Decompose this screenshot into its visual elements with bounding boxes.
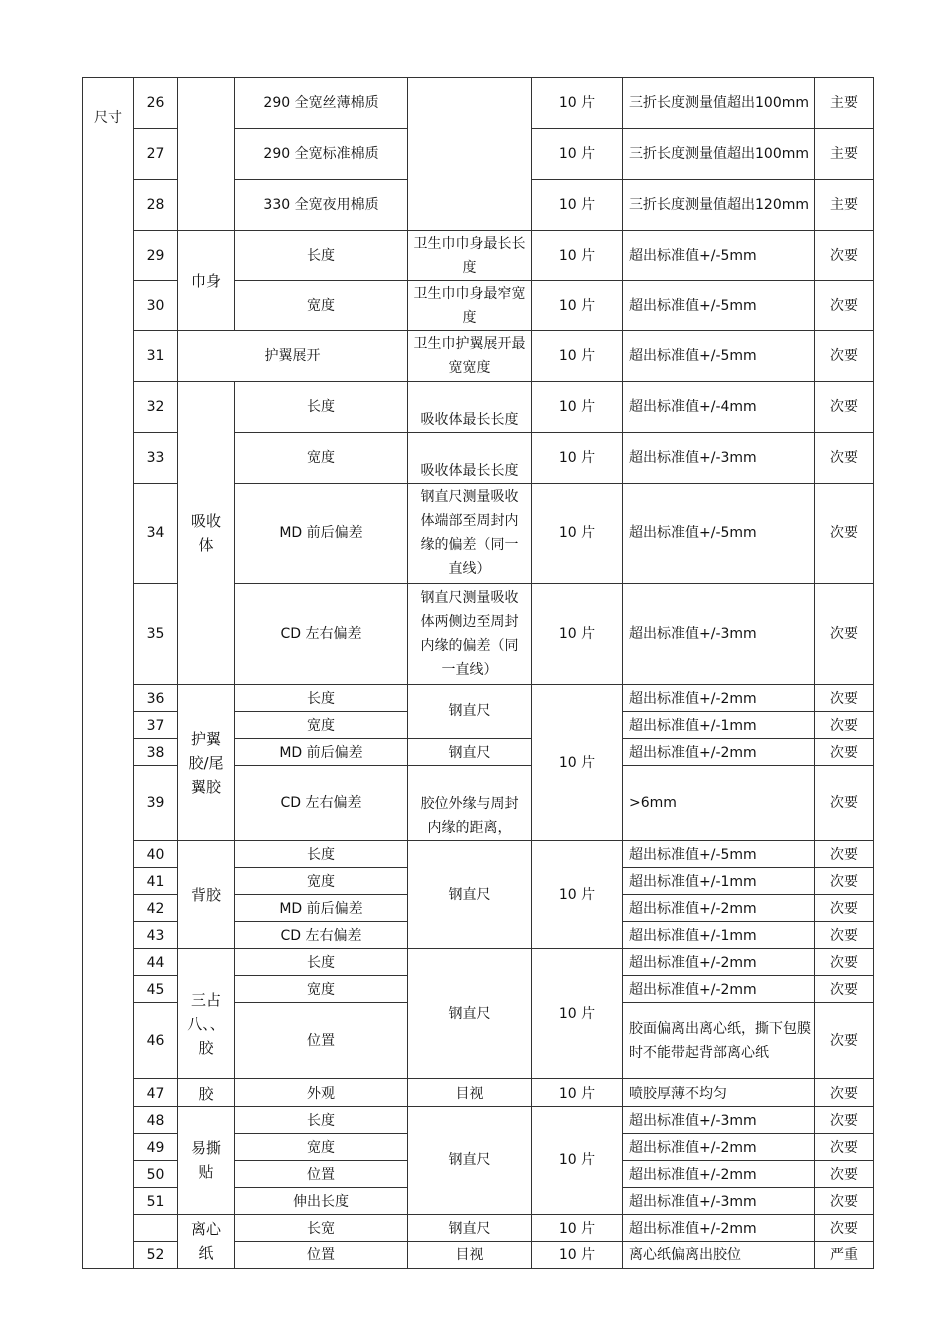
- item-cell: 宽度: [235, 976, 408, 1003]
- item-cell: 长宽: [235, 1214, 408, 1241]
- method-cell: 钢直尺: [408, 1214, 532, 1241]
- row-number: 32: [134, 382, 178, 432]
- row-number: 39: [134, 766, 178, 841]
- table-row: [83, 684, 874, 711]
- standard-cell: 胶面偏离出离心纸，撕下包膜时不能带起背部离心纸: [623, 1003, 815, 1079]
- method-cell-empty: [408, 78, 532, 231]
- row-number: 30: [134, 281, 178, 331]
- item-cell: 位置: [235, 1160, 408, 1187]
- table-row: [83, 1106, 874, 1133]
- level-cell: 次要: [815, 432, 874, 483]
- standard-cell: 超出标准值+/-2mm: [623, 1160, 815, 1187]
- row-number: 48: [134, 1106, 178, 1133]
- level-cell: 主要: [815, 180, 874, 231]
- level-cell: 次要: [815, 766, 874, 841]
- standard-cell: 离心纸偏离出胶位: [623, 1241, 815, 1268]
- qty-cell: 10 片: [532, 841, 623, 949]
- item-cell: CD 左右偏差: [235, 922, 408, 949]
- standard-cell: 超出标准值+/-3mm: [623, 583, 815, 684]
- method-cell: 卫生巾巾身最长长度: [408, 231, 532, 281]
- level-cell: 严重: [815, 1241, 874, 1268]
- row-number: 52: [134, 1241, 178, 1268]
- row-number: [134, 1214, 178, 1241]
- level-cell: 次要: [815, 976, 874, 1003]
- inspection-table: [82, 77, 874, 1269]
- level-cell: 次要: [815, 1160, 874, 1187]
- method-cell: 目视: [408, 1079, 532, 1106]
- item-cell: 长度: [235, 1106, 408, 1133]
- item-cell: MD 前后偏差: [235, 739, 408, 766]
- item-cell: 330 全宽夜用棉质: [235, 180, 408, 231]
- row-number: 43: [134, 922, 178, 949]
- qty-cell: 10 片: [532, 1079, 623, 1106]
- standard-cell: 超出标准值+/-5mm: [623, 281, 815, 331]
- item-cell: 长度: [235, 949, 408, 976]
- row-number: 42: [134, 895, 178, 922]
- row-number: 46: [134, 1003, 178, 1079]
- row-number: 34: [134, 483, 178, 583]
- item-cell: 位置: [235, 1003, 408, 1079]
- standard-cell: 三折长度测量值超出100mm: [623, 129, 815, 180]
- group-cell: 背胶: [178, 841, 235, 949]
- qty-cell: 10 片: [532, 78, 623, 129]
- standard-cell: 超出标准值+/-5mm: [623, 331, 815, 382]
- row-number: 35: [134, 583, 178, 684]
- standard-cell: 超出标准值+/-5mm: [623, 841, 815, 868]
- item-cell: 外观: [235, 1079, 408, 1106]
- method-cell: 钢直尺: [408, 684, 532, 738]
- item-cell: 290 全宽丝薄棉质: [235, 78, 408, 129]
- method-cell: 钢直尺测量吸收体端部至周封内缘的偏差（同一直线）: [408, 483, 532, 583]
- method-cell: 钢直尺: [408, 739, 532, 766]
- row-number: 50: [134, 1160, 178, 1187]
- level-cell: 次要: [815, 583, 874, 684]
- qty-cell: 10 片: [532, 1106, 623, 1214]
- method-cell: 钢直尺: [408, 1106, 532, 1214]
- item-cell: 宽度: [235, 868, 408, 895]
- level-cell: 次要: [815, 231, 874, 281]
- method-cell: 吸收体最长长度: [408, 432, 532, 483]
- level-cell: 次要: [815, 1003, 874, 1079]
- group-cell-empty: [178, 78, 235, 231]
- level-cell: 次要: [815, 382, 874, 432]
- level-cell: 次要: [815, 922, 874, 949]
- standard-cell: >6mm: [623, 766, 815, 841]
- item-cell: 位置: [235, 1241, 408, 1268]
- item-cell: 宽度: [235, 1133, 408, 1160]
- row-number: 49: [134, 1133, 178, 1160]
- item-cell: 护翼展开: [178, 331, 408, 382]
- level-cell: 次要: [815, 841, 874, 868]
- method-cell: 卫生巾巾身最窄宽度: [408, 281, 532, 331]
- group-cell: 离心纸: [178, 1214, 235, 1268]
- level-cell: 次要: [815, 281, 874, 331]
- item-cell: 长度: [235, 231, 408, 281]
- table-row: [83, 949, 874, 976]
- row-number: 44: [134, 949, 178, 976]
- category-cell: 尺寸: [83, 78, 134, 1269]
- row-number: 51: [134, 1187, 178, 1214]
- row-number: 47: [134, 1079, 178, 1106]
- level-cell: 主要: [815, 129, 874, 180]
- row-number: 26: [134, 78, 178, 129]
- qty-cell: 10 片: [532, 483, 623, 583]
- qty-cell: 10 片: [532, 231, 623, 281]
- level-cell: 次要: [815, 711, 874, 738]
- standard-cell: 超出标准值+/-2mm: [623, 1214, 815, 1241]
- item-cell: 宽度: [235, 281, 408, 331]
- standard-cell: 超出标准值+/-2mm: [623, 895, 815, 922]
- qty-cell: 10 片: [532, 684, 623, 840]
- level-cell: 次要: [815, 1079, 874, 1106]
- qty-cell: 10 片: [532, 583, 623, 684]
- qty-cell: 10 片: [532, 382, 623, 432]
- standard-cell: 超出标准值+/-5mm: [623, 483, 815, 583]
- group-cell: 三占八、、胶: [178, 949, 235, 1079]
- row-number: 29: [134, 231, 178, 281]
- group-cell: 吸收体: [178, 382, 235, 684]
- method-cell: 目视: [408, 1241, 532, 1268]
- standard-cell: 三折长度测量值超出120mm: [623, 180, 815, 231]
- method-cell: 吸收体最长长度: [408, 382, 532, 432]
- level-cell: 次要: [815, 895, 874, 922]
- standard-cell: 超出标准值+/-2mm: [623, 949, 815, 976]
- level-cell: 次要: [815, 483, 874, 583]
- standard-cell: 超出标准值+/-5mm: [623, 231, 815, 281]
- row-number: 36: [134, 684, 178, 711]
- standard-cell: 超出标准值+/-3mm: [623, 432, 815, 483]
- table-row: [83, 1079, 874, 1106]
- item-cell: 长度: [235, 382, 408, 432]
- table-row: [83, 841, 874, 868]
- level-cell: 次要: [815, 868, 874, 895]
- qty-cell: 10 片: [532, 949, 623, 1079]
- standard-cell: 超出标准值+/-2mm: [623, 976, 815, 1003]
- table-row: [83, 331, 874, 382]
- qty-cell: 10 片: [532, 331, 623, 382]
- qty-cell: 10 片: [532, 432, 623, 483]
- group-cell: 护翼胶/尾翼胶: [178, 684, 235, 840]
- method-cell: 钢直尺: [408, 949, 532, 1079]
- standard-cell: 超出标准值+/-1mm: [623, 868, 815, 895]
- qty-cell: 10 片: [532, 1241, 623, 1268]
- standard-cell: 超出标准值+/-1mm: [623, 922, 815, 949]
- row-number: 28: [134, 180, 178, 231]
- row-number: 27: [134, 129, 178, 180]
- standard-cell: 超出标准值+/-2mm: [623, 739, 815, 766]
- method-cell: 钢直尺测量吸收体两侧边至周封内缘的偏差（同一直线）: [408, 583, 532, 684]
- standard-cell: 超出标准值+/-3mm: [623, 1106, 815, 1133]
- level-cell: 次要: [815, 684, 874, 711]
- row-number: 45: [134, 976, 178, 1003]
- qty-cell: 10 片: [532, 281, 623, 331]
- qty-cell: 10 片: [532, 1214, 623, 1241]
- row-number: 38: [134, 739, 178, 766]
- standard-cell: 超出标准值+/-3mm: [623, 1187, 815, 1214]
- table-row: [83, 231, 874, 281]
- level-cell: 次要: [815, 1187, 874, 1214]
- item-cell: CD 左右偏差: [235, 766, 408, 841]
- level-cell: 次要: [815, 949, 874, 976]
- level-cell: 主要: [815, 78, 874, 129]
- item-cell: MD 前后偏差: [235, 895, 408, 922]
- method-cell: 卫生巾护翼展开最宽宽度: [408, 331, 532, 382]
- item-cell: 长度: [235, 684, 408, 711]
- method-cell: 胶位外缘与周封内缘的距离，: [408, 766, 532, 841]
- qty-cell: 10 片: [532, 180, 623, 231]
- level-cell: 次要: [815, 1214, 874, 1241]
- level-cell: 次要: [815, 739, 874, 766]
- standard-cell: 超出标准值+/-2mm: [623, 1133, 815, 1160]
- standard-cell: 三折长度测量值超出100mm: [623, 78, 815, 129]
- table-row: [83, 382, 874, 432]
- level-cell: 次要: [815, 331, 874, 382]
- row-number: 33: [134, 432, 178, 483]
- group-cell: 易撕贴: [178, 1106, 235, 1214]
- qty-cell: 10 片: [532, 129, 623, 180]
- row-number: 41: [134, 868, 178, 895]
- standard-cell: 超出标准值+/-1mm: [623, 711, 815, 738]
- group-cell: 巾身: [178, 231, 235, 331]
- item-cell: CD 左右偏差: [235, 583, 408, 684]
- level-cell: 次要: [815, 1133, 874, 1160]
- row-number: 40: [134, 841, 178, 868]
- row-number: 31: [134, 331, 178, 382]
- row-number: 37: [134, 711, 178, 738]
- level-cell: 次要: [815, 1106, 874, 1133]
- item-cell: 290 全宽标准棉质: [235, 129, 408, 180]
- table-row: [83, 1214, 874, 1241]
- group-cell: 胶: [178, 1079, 235, 1106]
- item-cell: 伸出长度: [235, 1187, 408, 1214]
- standard-cell: 超出标准值+/-2mm: [623, 684, 815, 711]
- method-cell: 钢直尺: [408, 841, 532, 949]
- standard-cell: 超出标准值+/-4mm: [623, 382, 815, 432]
- item-cell: 长度: [235, 841, 408, 868]
- item-cell: MD 前后偏差: [235, 483, 408, 583]
- table-row: [83, 78, 874, 129]
- standard-cell: 喷胶厚薄不均匀: [623, 1079, 815, 1106]
- item-cell: 宽度: [235, 711, 408, 738]
- item-cell: 宽度: [235, 432, 408, 483]
